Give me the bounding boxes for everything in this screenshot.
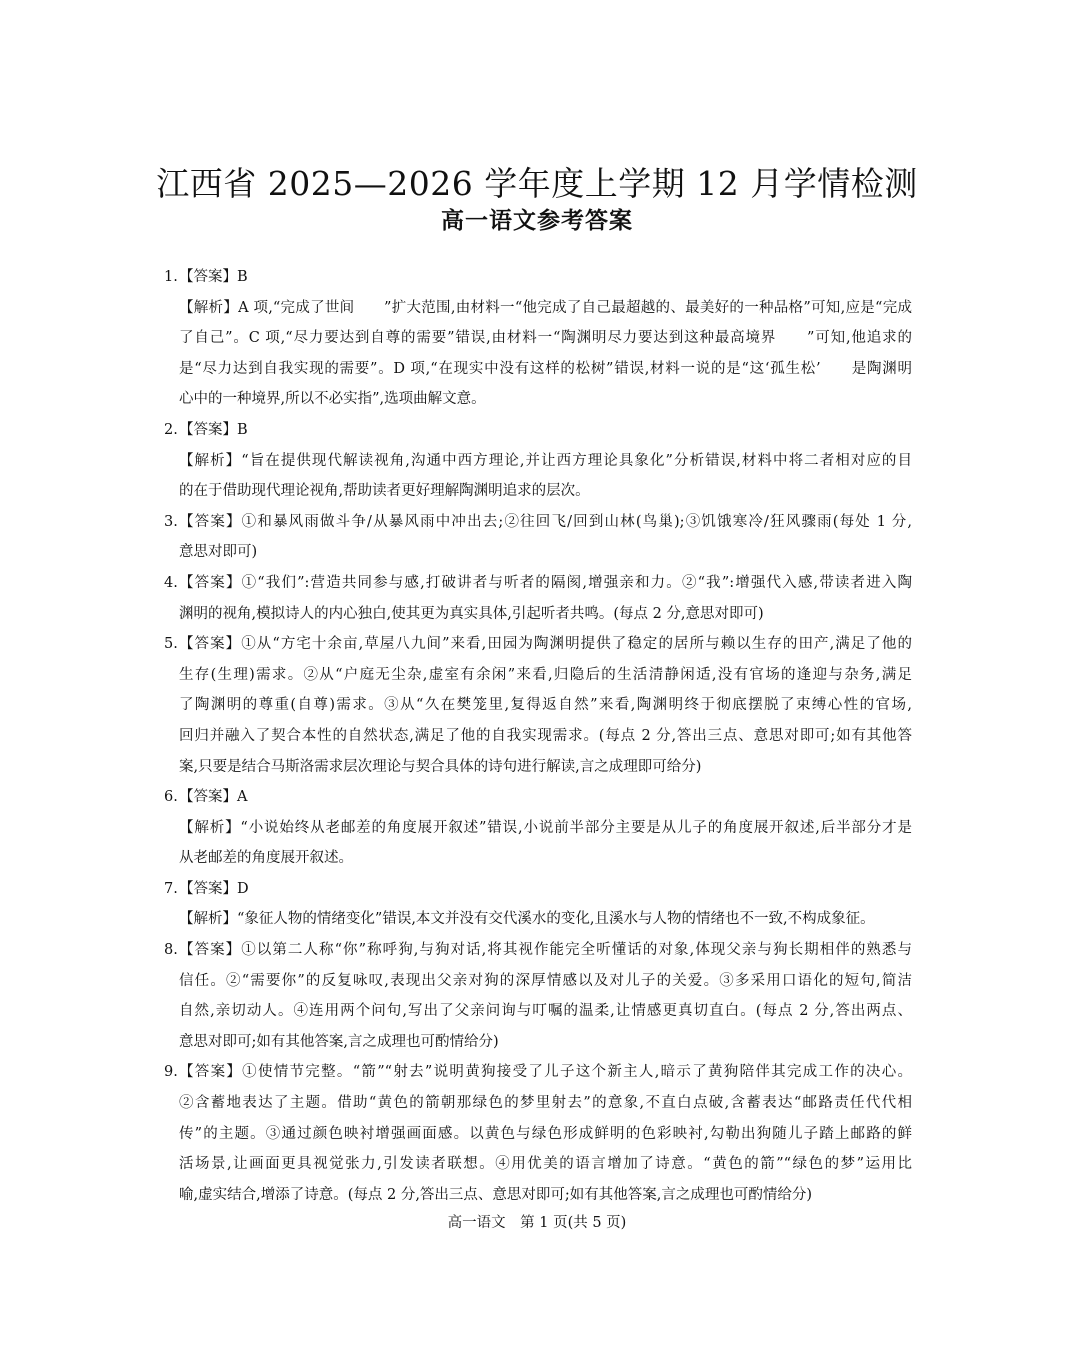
answer-line <box>164 1119 912 1150</box>
question-number: 5. <box>164 636 178 653</box>
answer-text: 【答案】①使情节完整。“箭”“射去”说明黄狗接受了儿子这个新主人,暗示了黄狗陪伴其完成工作的决心。 <box>179 1064 912 1081</box>
question-number: 2. <box>164 421 178 438</box>
explanation-line <box>164 904 912 935</box>
answer-text: 【答案】D <box>179 880 249 897</box>
answer-line <box>164 721 912 752</box>
explanation-line <box>164 446 912 477</box>
answer-text: ②含蓄地表达了主题。借助“黄色的箭朝那绿色的梦里射去”的意象,不直白点破,含蓄表达“邮路责任代代相 <box>179 1095 912 1112</box>
answer-line <box>164 660 912 691</box>
question-number: 9. <box>164 1064 178 1081</box>
answer-text: 喻,虚实结合,增添了诗意。(每点 2 分,答出三点、意思对即可;如有其他答案,言之成理也可酌情给分) <box>179 1186 813 1203</box>
document-title: 江西省 2025—2026 学年度上学期 12 月学情检测 <box>156 164 918 203</box>
answer-line <box>164 935 912 966</box>
answer-line <box>164 568 912 599</box>
answer-item <box>164 568 912 629</box>
question-number: 4. <box>164 574 178 591</box>
answer-text: 【答案】①以第二人称“你”称呼狗,与狗对话,将其视作能完全听懂话的对象,体现父亲与狗长期相伴的熟悉与 <box>179 942 912 959</box>
answer-line <box>164 415 912 446</box>
answer-text: 信任。②“需要你”的反复咏叹,表现出父亲对狗的深厚情感以及对儿子的关爱。③多采用口语化的短句,简洁 <box>179 972 912 989</box>
answer-line <box>164 752 912 783</box>
answer-text: 活场景,让画面更具视觉张力,引发读者联想。④用优美的语言增加了诗意。“黄色的箭”“绿色的梦”运用比 <box>179 1156 912 1173</box>
question-number: 8. <box>164 942 178 959</box>
answer-text: 了陶渊明的尊重(自尊)需求。③从“久在樊笼里,复得返自然”来看,陶渊明终于彻底摆脱了束缚心性的官场, <box>179 697 912 714</box>
answer-line <box>164 690 912 721</box>
answer-item <box>164 507 912 568</box>
answer-line <box>164 1057 912 1088</box>
explanation-line <box>164 476 912 507</box>
explanation-text: 【解析】“象征人物的情绪变化”错误,本文并没有交代溪水的变化,且溪水与人物的情绪也不一致,不构成象征。 <box>179 911 875 928</box>
explanation-line <box>164 354 912 385</box>
answer-item <box>164 415 912 507</box>
answer-line <box>164 1180 912 1211</box>
answer-text: 【答案】A <box>179 789 248 806</box>
answer-text: 渊明的视角,模拟诗人的内心独白,使其更为真实具体,引起听者共鸣。(每点 2 分,意思对即可) <box>179 605 764 622</box>
answer-line <box>164 1088 912 1119</box>
answer-text: 【答案】①“我们”:营造共同参与感,打破讲者与听者的隔阂,增强亲和力。②“我”:增强代入感,带读者进入陶 <box>179 574 912 591</box>
question-number: 6. <box>164 789 178 806</box>
answer-list <box>164 262 912 1210</box>
explanation-text: 心中的一种境界,所以不必实指”,选项曲解文意。 <box>179 391 486 408</box>
answer-text: 意思对即可;如有其他答案,言之成理也可酌情给分) <box>179 1033 499 1050</box>
answer-item <box>164 935 912 1057</box>
explanation-text: 了自己”。C 项,“尽力要达到自尊的需要”错误,由材料一“陶渊明尽力要达到这种最高境界 ”可知,他追求的 <box>179 330 912 347</box>
answer-line <box>164 996 912 1027</box>
explanation-text: 【解析】A 项,“完成了世间 ”扩大范围,由材料一“他完成了自己最超越的、最美好的一种品格”可知,应是“完成 <box>179 299 912 316</box>
answer-text: 【答案】B <box>179 269 248 285</box>
question-number: 3. <box>164 513 178 530</box>
answer-line <box>164 599 912 630</box>
answer-item <box>164 1057 912 1210</box>
answer-line <box>164 629 912 660</box>
answer-text: 自然,亲切动人。④连用两个问句,写出了父亲问询与叮嘱的温柔,让情感更真切直白。(每点 2 分,答出两点、 <box>179 1003 912 1020</box>
explanation-text: 的在于借助现代理论视角,帮助读者更好理解陶渊明追求的层次。 <box>179 483 590 500</box>
answer-text: 回归并融入了契合本性的自然状态,满足了他的自我实现需求。(每点 2 分,答出三点、意思对即可;如有其他答 <box>179 727 912 744</box>
answer-line <box>164 1027 912 1058</box>
answer-line <box>164 1149 912 1180</box>
explanation-line <box>164 293 912 324</box>
answer-text: 意思对即可) <box>179 544 258 561</box>
answer-item <box>164 629 912 782</box>
explanation-text: 是“尽力达到自我实现的需要”。D 项,“在现实中没有这样的松树”错误,材料一说的是“这‘孤生松’ 是陶渊明 <box>179 360 912 377</box>
explanation-line <box>164 843 912 874</box>
answer-text: 【答案】B <box>179 421 248 438</box>
answer-item <box>164 782 912 874</box>
question-number: 1. <box>164 269 178 285</box>
answer-line <box>164 782 912 813</box>
explanation-text: 【解析】“旨在提供现代解读视角,沟通中西方理论,并让西方理论具象化”分析错误,材料中将二者相对应的目 <box>179 452 912 469</box>
explanation-line <box>164 813 912 844</box>
answer-item <box>164 874 912 935</box>
answer-text: 【答案】①和暴风雨做斗争/从暴风雨中冲出去;②往回飞/回到山林(鸟巢);③饥饿寒冷/狂风骤雨(每处 1 分, <box>179 513 912 530</box>
answer-item <box>164 262 912 415</box>
answer-text: 传”的主题。③通过颜色映衬增强画面感。以黄色与绿色形成鲜明的色彩映衬,勾勒出狗随儿子踏上邮路的鲜 <box>179 1125 912 1142</box>
document-subtitle: 高一语文参考答案 <box>441 208 633 234</box>
answer-line <box>164 262 912 293</box>
answer-text: 生存(生理)需求。②从“户庭无尘杂,虚室有余闲”来看,归隐后的生活清静闲适,没有官场的逢迎与杂务,满足 <box>179 666 912 683</box>
page-footer: 高一语文 第 1 页(共 5 页) <box>447 1215 627 1231</box>
answer-text: 案,只要是结合马斯洛需求层次理论与契合具体的诗句进行解读,言之成理即可给分) <box>179 758 702 775</box>
explanation-line <box>164 384 912 415</box>
answer-line <box>164 537 912 568</box>
question-number: 7. <box>164 880 178 897</box>
answer-line <box>164 507 912 538</box>
explanation-text: 从老邮差的角度展开叙述。 <box>179 850 353 867</box>
answer-line <box>164 874 912 905</box>
answer-line <box>164 966 912 997</box>
answer-text: 【答案】①从“方宅十余亩,草屋八九间”来看,田园为陶渊明提供了稳定的居所与赖以生存的田产,满足了他的 <box>179 636 912 653</box>
explanation-text: 【解析】“小说始终从老邮差的角度展开叙述”错误,小说前半部分主要是从儿子的角度展开叙述,后半部分才是 <box>179 819 912 836</box>
explanation-line <box>164 323 912 354</box>
